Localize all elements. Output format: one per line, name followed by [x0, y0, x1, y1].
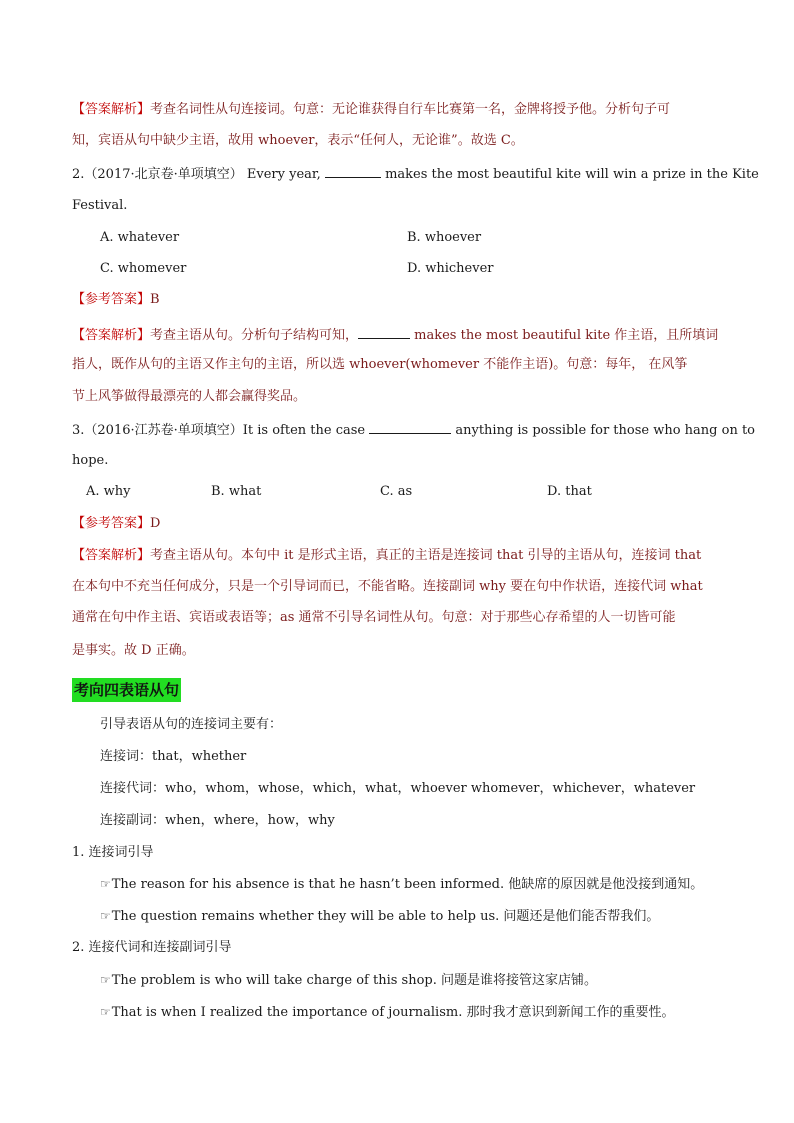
option-a: A. whatever [100, 230, 180, 245]
subsection-1-title: 1. 连接词引导 [72, 845, 154, 860]
option-d: D. that [547, 484, 592, 499]
pointing-hand-icon: ☞ [100, 909, 111, 923]
option-a: A. why [86, 484, 131, 499]
example-2 [100, 906, 659, 927]
reference-answer-3 [72, 514, 160, 534]
reference-tag: 【参考答案】 [72, 292, 151, 307]
analysis-3-line-3: 通常在句中作主语、宾语或表语等；as 通常不引导名词性从句。句意：对于那些心存希望的人一切皆可能 [72, 610, 676, 625]
question-3-line-2: hope. [72, 453, 109, 468]
option-d: D. whichever [407, 261, 494, 276]
analysis-2-line-3: 节上风筝做得最漂亮的人都会赢得奖品。 [72, 389, 307, 404]
conjunction-list: 连接词：that，whether [100, 749, 247, 764]
analysis-2-line-1 [72, 324, 718, 346]
pointing-hand-icon: ☞ [100, 877, 111, 891]
example-text: The question remains whether they will be able to help us. 问题还是他们能否帮我们。 [111, 909, 660, 924]
pronoun-list: 连接代词：who，whom，whose，which，what，whoever whomever，whichever，whatever [100, 781, 696, 796]
example-text: The reason for his absence is that he hasn’t been informed. 他缺席的原因就是他没接到通知。 [111, 877, 704, 892]
example-3 [100, 970, 597, 991]
analysis-text: 考查主语从句。本句中 it 是形式主语，真正的主语是连接词 that 引导的主语从句，连接词 that [150, 548, 702, 563]
example-text: The problem is who will take charge of this shop. 问题是谁将接管这家店铺。 [111, 973, 598, 988]
pointing-hand-icon: ☞ [100, 1005, 111, 1019]
analysis-tag: 【答案解析】 [72, 548, 151, 563]
reference-answer: D [150, 516, 161, 531]
question-2-line-1 [72, 163, 759, 185]
question-2-prefix: 2.（2017·北京卷·单项填空） Every year, [72, 167, 325, 182]
pointing-hand-icon: ☞ [100, 973, 111, 987]
example-1 [100, 874, 703, 895]
option-b: B. whoever [407, 230, 482, 245]
question-3-suffix: anything is possible for those who hang on to [451, 423, 756, 438]
analysis-2-line-2: 指人，既作从句的主语又作主句的主语，所以选 whoever(whomever 不能作主语)。句意：每年， 在风筝 [72, 357, 688, 372]
analysis-text-b: makes the most beautiful kite 作主语，且所填词 [410, 328, 719, 343]
reference-answer-2 [72, 290, 160, 310]
analysis-tag: 【答案解析】 [72, 102, 151, 117]
section-intro: 引导表语从句的连接词主要有： [100, 717, 283, 732]
section-heading: 考向四表语从句 [72, 678, 181, 702]
analysis-3-line-2: 在本句中不充当任何成分，只是一个引导词而已，不能省略。连接副词 why 要在句中作状语，连接代词 what [72, 579, 703, 594]
subsection-2-title: 2. 连接代词和连接副词引导 [72, 940, 232, 955]
question-2-suffix: makes the most beautiful kite will win a prize in the Kite [380, 167, 759, 182]
analysis-1-line-1 [72, 100, 670, 120]
answer-blank [369, 419, 451, 434]
analysis-1-line-2: 知，宾语从句中缺少主语，故用 whoever，表示“任何人，无论谁”。故选 C。 [72, 133, 524, 148]
answer-blank [325, 163, 381, 178]
analysis-text-a: 考查主语从句。分析句子结构可知， [150, 328, 359, 343]
example-text: That is when I realized the importance of journalism. 那时我才意识到新闻工作的重要性。 [111, 1005, 675, 1020]
option-b: B. what [211, 484, 262, 499]
reference-tag: 【参考答案】 [72, 516, 151, 531]
answer-blank [358, 324, 410, 339]
question-3-line-1 [72, 419, 755, 441]
analysis-text: 考查名词性从句连接词。句意：无论谁获得自行车比赛第一名，金牌将授予他。分析句子可 [150, 102, 671, 117]
option-c: C. as [380, 484, 413, 499]
adverb-list: 连接副词：when，where，how，why [100, 813, 335, 828]
example-4 [100, 1002, 674, 1023]
analysis-tag: 【答案解析】 [72, 328, 151, 343]
option-c: C. whomever [100, 261, 187, 276]
reference-answer: B [150, 292, 160, 307]
question-2-line-2: Festival. [72, 198, 128, 213]
analysis-3-line-4: 是事实。故 D 正确。 [72, 643, 195, 658]
question-3-prefix: 3.（2016·江苏卷·单项填空）It is often the case [72, 423, 370, 438]
analysis-3-line-1 [72, 546, 701, 566]
